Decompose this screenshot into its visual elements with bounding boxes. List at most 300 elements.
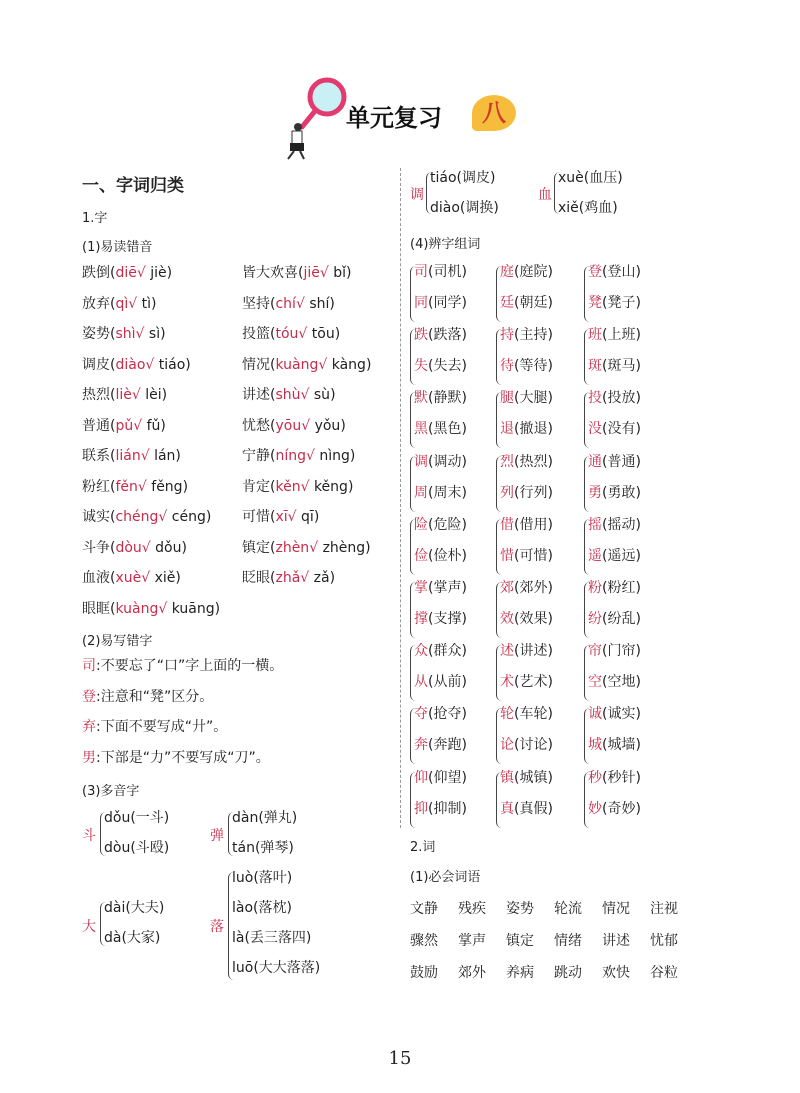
- pair-line: 庭(庭院): [500, 264, 553, 280]
- pair-line: 勇(勇敢): [588, 484, 641, 501]
- pair-char: 效: [500, 611, 514, 627]
- note-text: 不要忘了“口”字上面的一横。: [100, 658, 284, 674]
- pair-word: 周末: [433, 484, 462, 501]
- pronun-item: 投篮(tóu√ tōu): [242, 326, 341, 342]
- wrong-pinyin: yǒu: [314, 417, 341, 434]
- sub-heading-pronun: (1)易读错音: [82, 240, 153, 255]
- pronun-word: 诚实: [82, 509, 110, 525]
- check-mark-icon: √: [309, 539, 319, 556]
- pair-char: 夺: [414, 706, 428, 723]
- pair-word: 俭朴: [433, 547, 462, 564]
- pair-word: 黑色: [433, 421, 462, 438]
- pair-char: 秒: [588, 769, 602, 786]
- pair-word: 热烈: [519, 453, 548, 470]
- pair-char: 同: [414, 295, 428, 311]
- pronun-word: 镇定: [242, 539, 270, 556]
- pair-line: 廷(朝廷): [500, 295, 553, 311]
- pair-line: 列(行列): [500, 484, 553, 501]
- sub-heading-poly: (3)多音字: [82, 784, 140, 799]
- pair-line: 众(群众): [414, 643, 467, 660]
- pair-line: 夺(抢夺): [414, 706, 467, 723]
- pair-line: 真(真假): [500, 800, 553, 817]
- pair-line: 跌(跌落): [414, 327, 467, 344]
- pair-word: 纷乱: [607, 611, 636, 627]
- pair-line: 抑(抑制): [414, 800, 467, 817]
- pronun-word: 眨眼: [242, 570, 270, 586]
- pair-line: 城(城墙): [588, 737, 641, 754]
- pair-word: 摇动: [607, 516, 636, 533]
- word-item: 文静: [410, 901, 438, 917]
- poly-char: 血: [538, 187, 552, 203]
- pronun-item: 眨眼(zhǎ√ zǎ): [242, 570, 336, 586]
- pair-word: 勇敢: [607, 484, 636, 501]
- pair-word: 跌落: [433, 327, 462, 344]
- word-item: 残疾: [458, 901, 486, 917]
- pair-word: 支撑: [433, 611, 462, 627]
- word-item: 轮流: [554, 901, 582, 917]
- note-char: 司: [82, 658, 96, 674]
- poly-reading: luō(大大落落): [232, 960, 321, 976]
- wrong-pinyin: sù: [313, 387, 331, 403]
- pair-word: 撤退: [519, 421, 548, 438]
- wrong-pinyin: zǎ: [313, 570, 330, 586]
- page-number: 15: [388, 1048, 412, 1069]
- pair-word: 凳子: [607, 295, 636, 311]
- pair-char: 摇: [588, 516, 602, 533]
- pronun-word: 血液: [82, 570, 110, 586]
- word-item: 养病: [506, 965, 534, 981]
- unit-badge: 八: [472, 95, 516, 131]
- pronun-item: 热烈(liè√ lèi): [82, 387, 168, 403]
- pair-line: 掌(掌声): [414, 580, 467, 596]
- pair-word: 车轮: [519, 706, 548, 723]
- pair-word: 危险: [433, 516, 462, 533]
- pair-word: 群众: [433, 643, 462, 660]
- pair-word: 城墙: [607, 737, 636, 754]
- pair-word: 粉红: [607, 580, 636, 596]
- pronun-word: 联系: [82, 448, 110, 464]
- column-divider: [400, 168, 401, 828]
- pair-word: 抢夺: [433, 706, 462, 723]
- pair-char: 凳: [588, 295, 602, 311]
- wrong-pinyin: dǒu: [155, 539, 182, 556]
- wrong-pinyin: shí: [309, 295, 330, 312]
- pair-char: 通: [588, 453, 602, 470]
- pair-char: 粉: [588, 580, 602, 596]
- pair-char: 投: [588, 390, 602, 407]
- sub-heading-char: 1.字: [82, 211, 108, 226]
- correct-pinyin: lián: [115, 448, 141, 464]
- pair-line: 撑(支撑): [414, 611, 467, 627]
- pair-line: 遥(遥远): [588, 547, 641, 564]
- word-item: 讲述: [602, 933, 630, 949]
- word-item: 跳动: [554, 965, 582, 981]
- pair-word: 郊外: [519, 580, 548, 596]
- pronun-word: 坚持: [242, 295, 270, 312]
- pair-line: 失(失去): [414, 358, 467, 375]
- pair-word: 投放: [607, 390, 636, 407]
- pair-word: 普通: [607, 453, 636, 470]
- check-mark-icon: √: [133, 417, 143, 434]
- wrong-pinyin: zhèng: [322, 539, 366, 556]
- sub-heading-pairs: (4)辨字组词: [410, 237, 481, 252]
- pair-word: 效果: [519, 611, 548, 627]
- pair-line: 没(没有): [588, 421, 641, 438]
- pair-char: 郊: [500, 580, 514, 596]
- pair-char: 默: [414, 390, 428, 407]
- pronun-item: 诚实(chéng√ céng): [82, 509, 212, 525]
- pronun-word: 热烈: [82, 387, 110, 403]
- wrong-pinyin: jiè: [150, 265, 167, 281]
- pair-line: 烈(热烈): [500, 453, 553, 470]
- pair-word: 没有: [607, 421, 636, 438]
- pair-char: 撑: [414, 611, 428, 627]
- word-item: 郊外: [458, 965, 486, 981]
- pair-line: 借(借用): [500, 516, 553, 533]
- word-item: 谷粒: [650, 965, 678, 981]
- correct-pinyin: kuàng: [115, 600, 159, 617]
- pronun-word: 忧愁: [242, 417, 270, 434]
- pair-word: 主持: [519, 327, 548, 344]
- pair-line: 从(从前): [414, 674, 467, 691]
- pair-char: 空: [588, 674, 602, 691]
- pronun-word: 斗争: [82, 539, 110, 556]
- pair-word: 等待: [519, 358, 548, 375]
- correct-pinyin: fěn: [115, 478, 138, 495]
- check-mark-icon: √: [136, 265, 146, 281]
- note-char: 男: [82, 749, 96, 766]
- pair-line: 帘(门帘): [588, 643, 641, 660]
- pronun-item: 忧愁(yōu√ yǒu): [242, 417, 346, 434]
- pronun-item: 姿势(shì√ sì): [82, 326, 166, 342]
- correct-pinyin: xī: [275, 509, 288, 525]
- wrong-pinyin: lán: [154, 448, 176, 464]
- pair-word: 从前: [433, 674, 462, 691]
- pronun-word: 跌倒: [82, 265, 110, 281]
- pair-line: 纷(纷乱): [588, 611, 641, 627]
- correct-pinyin: zhèn: [275, 539, 310, 556]
- wrong-pinyin: fǔ: [146, 417, 161, 434]
- pair-char: 没: [588, 421, 602, 438]
- writing-note: 男:下部是“力”不要写成“刀”。: [82, 749, 270, 766]
- pair-word: 借用: [519, 516, 548, 533]
- pronun-item: 镇定(zhèn√ zhèng): [242, 539, 371, 556]
- pair-char: 城: [588, 737, 602, 754]
- pair-word: 城镇: [519, 769, 548, 786]
- check-mark-icon: √: [306, 448, 315, 464]
- pair-word: 抑制: [433, 800, 462, 817]
- poly-char: 弹: [210, 828, 224, 844]
- pair-line: 班(上班): [588, 327, 641, 344]
- pair-word: 行列: [519, 484, 548, 501]
- wrong-pinyin: kàng: [331, 356, 366, 373]
- check-mark-icon: √: [300, 570, 310, 586]
- pronun-word: 姿势: [82, 326, 110, 342]
- check-mark-icon: √: [128, 295, 138, 312]
- pair-word: 奇妙: [607, 800, 636, 817]
- pronun-word: 粉红: [82, 478, 110, 495]
- pair-word: 朝廷: [519, 295, 548, 311]
- wrong-pinyin: bǐ: [333, 265, 347, 281]
- poly-reading: xuè(血压): [558, 170, 623, 186]
- pronun-item: 讲述(shù√ sù): [242, 387, 336, 403]
- poly-reading: tiáo(调皮): [430, 170, 496, 186]
- pair-word: 秒针: [607, 769, 636, 786]
- pronun-word: 可惜: [242, 509, 270, 525]
- pair-char: 斑: [588, 358, 602, 375]
- poly-char: 大: [82, 919, 96, 935]
- pronun-item: 眼眶(kuàng√ kuāng): [82, 600, 221, 617]
- pair-char: 持: [500, 327, 514, 344]
- note-char: 弃: [82, 719, 96, 735]
- pair-line: 镇(城镇): [500, 769, 553, 786]
- pronun-word: 调皮: [82, 356, 110, 373]
- correct-pinyin: diào: [115, 356, 146, 373]
- wrong-pinyin: kuāng: [171, 600, 215, 617]
- pair-line: 黑(黑色): [414, 421, 467, 438]
- pronun-item: 放弃(qì√ tì): [82, 295, 157, 312]
- pair-char: 险: [414, 516, 428, 533]
- pronun-item: 联系(lián√ lán): [82, 448, 181, 464]
- pair-line: 周(周末): [414, 484, 467, 501]
- poly-reading: luò(落叶): [232, 870, 293, 886]
- word-item: 忧郁: [650, 933, 678, 949]
- wrong-pinyin: xiě: [154, 570, 176, 586]
- pronun-item: 粉红(fěn√ fěng): [82, 478, 189, 495]
- word-row: [410, 930, 698, 950]
- writing-note: 登:注意和“凳”区分。: [82, 688, 214, 705]
- pair-char: 抑: [414, 800, 428, 817]
- pronun-item: 情况(kuàng√ kàng): [242, 356, 372, 373]
- poly-reading: dǒu(一斗): [104, 810, 170, 826]
- check-mark-icon: √: [145, 356, 155, 373]
- pair-char: 奔: [414, 737, 428, 754]
- check-mark-icon: √: [300, 478, 310, 495]
- pronun-word: 肯定: [242, 478, 270, 495]
- pair-word: 登山: [607, 264, 636, 280]
- poly-reading: dà(大家): [104, 930, 161, 946]
- pair-line: 司(司机): [414, 264, 467, 280]
- poly-reading: xiě(鸡血): [558, 200, 618, 216]
- pair-line: 粉(粉红): [588, 580, 641, 596]
- word-row: [410, 898, 698, 918]
- pair-char: 论: [500, 737, 514, 754]
- pair-char: 术: [500, 674, 514, 691]
- correct-pinyin: zhǎ: [275, 570, 301, 586]
- section-title: 一、字词归类: [82, 176, 184, 196]
- word-item: 情况: [602, 901, 630, 917]
- check-mark-icon: √: [319, 265, 329, 281]
- pair-char: 登: [588, 264, 602, 280]
- correct-pinyin: shù: [275, 387, 301, 403]
- sub-heading-must-words: (1)必会词语: [410, 870, 481, 885]
- pronun-item: 可惜(xī√ qī): [242, 509, 320, 525]
- pair-word: 仰望: [433, 769, 462, 786]
- poly-reading: lào(落枕): [232, 900, 292, 916]
- check-mark-icon: √: [137, 478, 147, 495]
- pair-line: 通(普通): [588, 453, 641, 470]
- wrong-pinyin: lèi: [145, 387, 162, 403]
- pair-line: 登(登山): [588, 264, 641, 280]
- word-row: [410, 962, 698, 982]
- correct-pinyin: liè: [115, 387, 132, 403]
- pair-char: 借: [500, 516, 514, 533]
- check-mark-icon: √: [140, 448, 150, 464]
- pronun-item: 斗争(dòu√ dǒu): [82, 539, 187, 556]
- wrong-pinyin: qī: [301, 509, 314, 525]
- pronun-word: 普通: [82, 417, 110, 434]
- pair-line: 妙(奇妙): [588, 800, 641, 817]
- check-mark-icon: √: [300, 387, 310, 403]
- pair-word: 斑马: [607, 358, 636, 375]
- correct-pinyin: pǔ: [115, 417, 134, 434]
- pair-word: 上班: [607, 327, 636, 344]
- pair-line: 待(等待): [500, 358, 553, 375]
- pair-line: 险(危险): [414, 516, 467, 533]
- wrong-pinyin: sì: [148, 326, 161, 342]
- pronun-item: 血液(xuè√ xiě): [82, 570, 181, 586]
- pronun-item: 普通(pǔ√ fǔ): [82, 417, 166, 434]
- pair-word: 静默: [433, 390, 462, 407]
- correct-pinyin: níng: [275, 448, 306, 464]
- poly-reading: dòu(斗殴): [104, 840, 170, 856]
- pair-line: 郊(郊外): [500, 580, 553, 596]
- correct-pinyin: tóu: [275, 326, 299, 342]
- note-text: 下面不要写成“廾”。: [100, 719, 228, 735]
- pair-char: 列: [500, 484, 514, 501]
- pair-line: 仰(仰望): [414, 769, 467, 786]
- poly-reading: dàn(弹丸): [232, 810, 298, 826]
- pair-char: 惜: [500, 547, 514, 564]
- sub-heading-write: (2)易写错字: [82, 634, 153, 649]
- check-mark-icon: √: [301, 417, 311, 434]
- poly-char: 落: [210, 919, 224, 935]
- poly-reading: diào(调换): [430, 200, 499, 216]
- correct-pinyin: chí: [275, 295, 296, 312]
- pronun-item: 跌倒(diē√ jiè): [82, 265, 173, 281]
- pair-char: 勇: [588, 484, 602, 501]
- check-mark-icon: √: [141, 539, 151, 556]
- check-mark-icon: √: [298, 326, 308, 342]
- correct-pinyin: diē: [115, 265, 137, 281]
- pair-word: 调动: [433, 453, 462, 470]
- page-title: 单元复习: [346, 104, 442, 132]
- pair-char: 班: [588, 327, 602, 344]
- pair-line: 惜(可惜): [500, 547, 553, 564]
- word-item: 鼓励: [410, 965, 438, 981]
- pronun-word: 眼眶: [82, 600, 110, 617]
- pair-char: 退: [500, 421, 514, 438]
- pair-line: 术(艺术): [500, 674, 553, 691]
- pair-char: 仰: [414, 769, 428, 786]
- pair-char: 待: [500, 358, 514, 375]
- pair-char: 跌: [414, 327, 428, 344]
- word-item: 注视: [650, 901, 678, 917]
- wrong-pinyin: fěng: [151, 478, 183, 495]
- pair-line: 空(空地): [588, 674, 641, 691]
- word-item: 情绪: [554, 933, 582, 949]
- correct-pinyin: dòu: [115, 539, 142, 556]
- pair-char: 失: [414, 358, 428, 375]
- pair-char: 周: [414, 484, 428, 501]
- check-mark-icon: √: [131, 387, 141, 403]
- pair-char: 庭: [500, 264, 514, 280]
- pair-char: 诚: [588, 706, 602, 723]
- check-mark-icon: √: [287, 509, 297, 525]
- pair-line: 同(同学): [414, 295, 467, 311]
- check-mark-icon: √: [318, 356, 328, 373]
- pair-char: 纷: [588, 611, 602, 627]
- pair-char: 从: [414, 674, 428, 691]
- wrong-pinyin: nìng: [319, 448, 350, 464]
- pair-word: 诚实: [607, 706, 636, 723]
- pair-char: 遥: [588, 547, 602, 564]
- pair-char: 妙: [588, 800, 602, 817]
- word-item: 欢快: [602, 965, 630, 981]
- pair-word: 艺术: [519, 674, 548, 691]
- check-mark-icon: √: [135, 326, 145, 342]
- correct-pinyin: kuàng: [275, 356, 319, 373]
- poly-char: 斗: [82, 828, 96, 844]
- correct-pinyin: yōu: [275, 417, 302, 434]
- pair-char: 司: [414, 264, 428, 280]
- note-text: 下部是“力”不要写成“刀”。: [100, 749, 270, 766]
- pronun-item: 宁静(níng√ nìng): [242, 448, 356, 464]
- pair-line: 调(调动): [414, 453, 467, 470]
- pair-word: 门帘: [607, 643, 636, 660]
- pair-char: 真: [500, 800, 514, 817]
- pair-char: 轮: [500, 706, 514, 723]
- pair-line: 持(主持): [500, 327, 553, 344]
- sub-heading-words: 2.词: [410, 840, 436, 855]
- pair-word: 司机: [433, 264, 462, 280]
- pair-line: 退(撤退): [500, 421, 553, 438]
- pair-line: 凳(凳子): [588, 295, 641, 311]
- correct-pinyin: jiē: [303, 265, 320, 281]
- pair-word: 大腿: [519, 390, 548, 407]
- writing-note: 司:不要忘了“口”字上面的一横。: [82, 658, 284, 674]
- pronun-item: 皆大欢喜(jiē√ bǐ): [242, 265, 352, 281]
- pair-word: 同学: [433, 295, 462, 311]
- word-item: 镇定: [506, 933, 534, 949]
- pair-char: 帘: [588, 643, 602, 660]
- pair-char: 调: [414, 453, 428, 470]
- pair-word: 真假: [519, 800, 548, 817]
- pair-char: 黑: [414, 421, 428, 438]
- pair-char: 掌: [414, 580, 428, 596]
- wrong-pinyin: tōu: [311, 326, 335, 342]
- pair-line: 俭(俭朴): [414, 547, 467, 564]
- pair-line: 效(效果): [500, 611, 553, 627]
- pair-line: 斑(斑马): [588, 358, 641, 375]
- pair-word: 庭院: [519, 264, 548, 280]
- pronun-item: 肯定(kěn√ kěng): [242, 478, 354, 495]
- pair-line: 奔(奔跑): [414, 737, 467, 754]
- poly-reading: là(丢三落四): [232, 930, 312, 946]
- pair-char: 镇: [500, 769, 514, 786]
- pair-word: 遥远: [607, 547, 636, 564]
- word-item: 掌声: [458, 933, 486, 949]
- pair-word: 讨论: [519, 737, 548, 754]
- poly-reading: dài(大夫): [104, 900, 165, 916]
- pair-line: 投(投放): [588, 390, 641, 407]
- writing-note: 弃:下面不要写成“廾”。: [82, 719, 228, 735]
- check-mark-icon: √: [158, 600, 168, 617]
- wrong-pinyin: kěng: [313, 478, 348, 495]
- pair-word: 空地: [607, 674, 636, 691]
- pronun-word: 情况: [242, 356, 270, 373]
- check-mark-icon: √: [158, 509, 168, 525]
